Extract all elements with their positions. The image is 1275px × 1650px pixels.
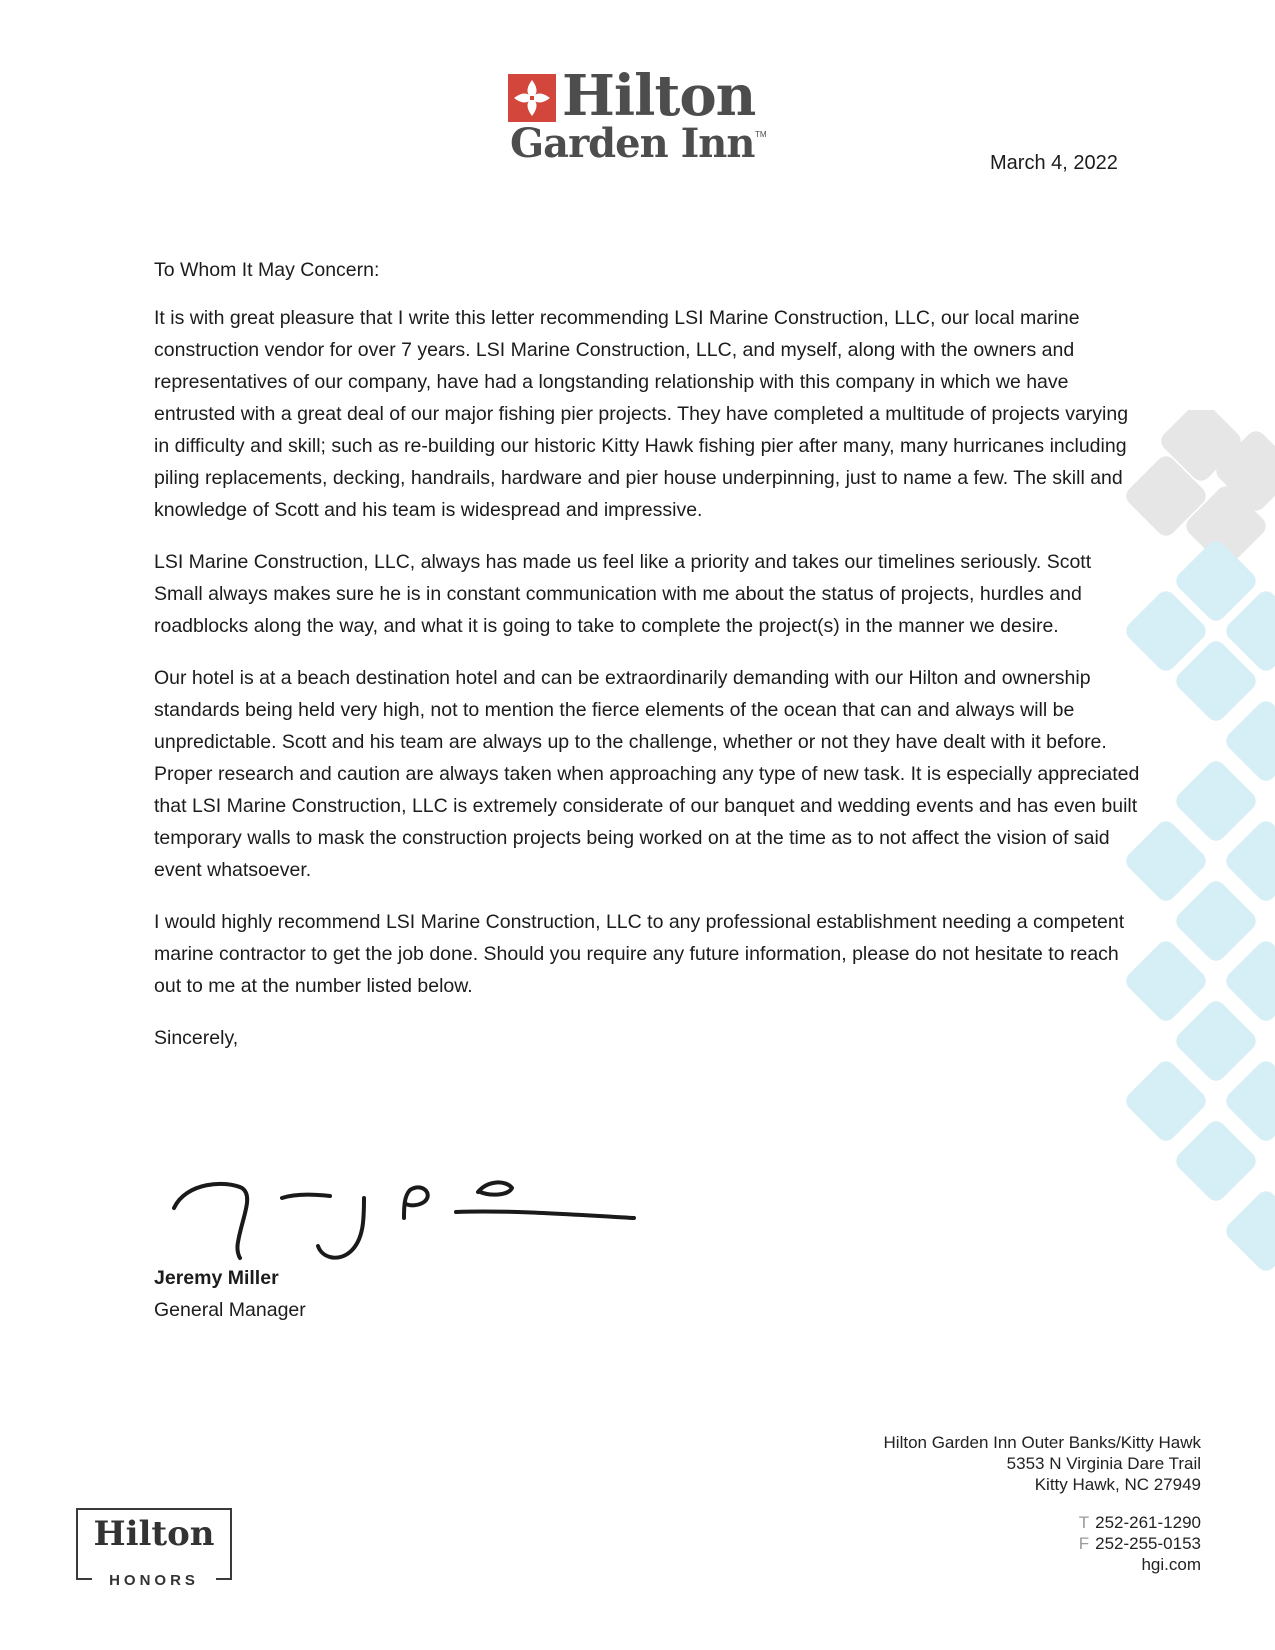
closing: Sincerely, <box>154 1027 239 1049</box>
honors-brand-text: Hilton <box>93 1514 215 1554</box>
address-line-2: 5353 N Virginia Dare Trail <box>1006 1454 1201 1473</box>
letter-date: March 4, 2022 <box>990 152 1118 174</box>
logo-hilton-text: Hilton <box>562 63 756 129</box>
paragraph-1: It is with great pleasure that I write this letter recommending LSI Marine Construction, LLC, our local marine construction vendor for over 7 years. LSI Marine Construction, LLC, and myself, along with the owners and representatives of our company, have had a longstanding relationship with this company in which we have entrusted with a great deal of our major fishing pier projects. They have completed a multitude of projects varying in difficulty and skill; such as re-building our historic Kitty Hawk fishing pier after many, many hurricanes including piling replacements, decking, handrails, hardware and pier house underpinning, just to name a few. The skill and knowledge of Scott and his team is widespread and impressive. <box>154 307 1129 521</box>
paragraph-4: I would highly recommend LSI Marine Construction, LLC to any professional establishment needing a competent marine contractor to get the job done. Should you require any future information, please do not hesitate to reach out to me at the number listed below. <box>154 911 1125 997</box>
fax-line <box>1079 1533 1201 1554</box>
fax-number: 252-255-0153 <box>1095 1534 1201 1553</box>
address-line-1: Hilton Garden Inn Outer Banks/Kitty Hawk <box>883 1433 1201 1452</box>
phone-label: T <box>1078 1513 1090 1532</box>
phone-number: 252-261-1290 <box>1095 1513 1201 1532</box>
address-line-3: Kitty Hawk, NC 27949 <box>1034 1475 1201 1494</box>
paragraph-2: LSI Marine Construction, LLC, always has made us feel like a priority and takes our timelines seriously. Scott Small always makes sure he is in constant communication with me about the status of projects, hurdles and roadblocks along the way, and what it is going to take to complete the project(s) in the manner we desire. <box>154 551 1092 637</box>
letter-body <box>154 254 1144 1074</box>
hilton-garden-inn-logo <box>508 63 768 168</box>
signer-name: Jeremy Miller <box>154 1267 279 1289</box>
flower-mark-icon <box>508 74 556 122</box>
phone-line <box>1079 1512 1201 1533</box>
website: hgi.com <box>1141 1555 1201 1574</box>
hilton-honors-logo <box>76 1508 232 1589</box>
signer-title: General Manager <box>154 1299 306 1321</box>
fax-label: F <box>1078 1534 1090 1553</box>
hotel-contact <box>1079 1512 1201 1575</box>
honors-sub-text: HONORS <box>92 1572 216 1589</box>
hotel-address <box>884 1432 1201 1495</box>
salutation: To Whom It May Concern: <box>154 259 380 281</box>
logo-trademark: TM <box>755 130 767 139</box>
signer-block <box>154 1262 306 1326</box>
logo-garden-inn-text: Garden Inn <box>510 120 755 167</box>
paragraph-3: Our hotel is at a beach destination hotel and can be extraordinarily demanding with our Hilton and ownership standards being held very high, not to mention the fierce elements of the ocean that can and always will be unpredictable. Scott and his team are always up to the challenge, whether or not they have dealt with it before. Proper research and caution are always taken when approaching any type of new task. It is especially appreciated that LSI Marine Construction, LLC is extremely considerate of our banquet and wedding events and has even built temporary walls to mask the construction projects being worked on at the time as to not affect the vision of said event whatsoever. <box>154 667 1140 881</box>
